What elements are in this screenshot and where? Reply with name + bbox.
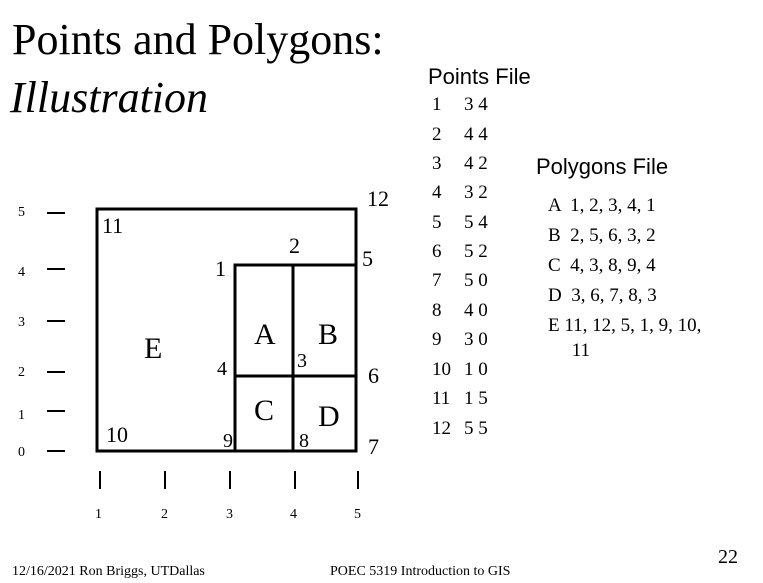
y-tick-label: 5 <box>18 205 25 220</box>
point-label: 2 <box>289 233 300 258</box>
point-coords: 5 2 <box>464 241 488 262</box>
points-row <box>432 94 488 116</box>
polygon-row: 11 <box>548 340 591 361</box>
point-id: 6 <box>432 241 442 262</box>
point-id: 9 <box>432 329 442 350</box>
point-coords: 4 0 <box>464 300 488 321</box>
x-tick-label: 5 <box>354 507 361 522</box>
polygon-label: C <box>254 394 275 427</box>
y-tick-label: 3 <box>18 315 25 330</box>
point-coords: 1 0 <box>464 359 488 380</box>
footer-date: 12/16/2021 Ron Briggs, UTDallas <box>12 564 205 579</box>
polygon-row: B 2, 5, 6, 3, 2 <box>548 225 656 246</box>
points-row <box>432 388 488 410</box>
point-id: 5 <box>432 212 442 233</box>
polygon-label: A <box>254 318 276 351</box>
point-coords: 4 2 <box>464 153 488 174</box>
point-id: 3 <box>432 153 442 174</box>
points-row <box>432 418 488 440</box>
point-id: 10 <box>432 359 451 380</box>
points-file-title: Points File <box>428 64 531 89</box>
point-id: 8 <box>432 300 442 321</box>
point-coords: 1 5 <box>464 388 488 409</box>
point-label: 7 <box>368 434 379 459</box>
points-row <box>432 212 488 234</box>
x-tick-label: 3 <box>226 507 233 522</box>
point-label: 8 <box>299 430 309 452</box>
point-label: 3 <box>297 350 307 372</box>
y-tick-label: 4 <box>18 265 25 280</box>
point-label: 9 <box>223 430 233 452</box>
point-label: 10 <box>106 422 128 447</box>
point-coords: 3 2 <box>464 182 488 203</box>
polygon-row: E 11, 12, 5, 1, 9, 10, <box>548 315 702 336</box>
polygon-label: D <box>318 400 340 433</box>
point-id: 11 <box>432 388 451 409</box>
point-coords: 5 4 <box>464 212 488 233</box>
points-row <box>432 241 488 263</box>
point-label: 4 <box>217 358 227 380</box>
points-row <box>432 270 488 292</box>
polygon-row: A 1, 2, 3, 4, 1 <box>548 195 656 216</box>
polygon-label: E <box>144 332 163 365</box>
point-id: 4 <box>432 182 442 203</box>
point-label: 12 <box>367 186 389 211</box>
point-coords: 4 4 <box>464 124 488 145</box>
point-label: 11 <box>102 213 124 238</box>
point-coords: 5 5 <box>464 418 488 439</box>
point-coords: 3 0 <box>464 329 488 350</box>
footer-course: POEC 5319 Introduction to GIS <box>330 564 511 579</box>
title-line-2: Illustration <box>10 73 209 122</box>
point-label: 1 <box>215 256 226 281</box>
x-tick-label: 2 <box>161 507 168 522</box>
y-tick-label: 1 <box>18 408 25 423</box>
point-label: 6 <box>368 363 379 388</box>
points-row <box>432 182 488 204</box>
polygon-label: B <box>318 318 339 351</box>
y-tick-label: 2 <box>18 365 25 380</box>
polygons-file-title: Polygons File <box>536 154 669 179</box>
point-id: 12 <box>432 418 451 439</box>
point-id: 2 <box>432 124 442 145</box>
title-line-1: Points and Polygons: <box>12 15 384 64</box>
x-tick-label: 1 <box>95 507 102 522</box>
point-coords: 5 0 <box>464 270 488 291</box>
points-row <box>432 300 488 322</box>
polygon-row: D 3, 6, 7, 8, 3 <box>548 285 657 306</box>
point-id: 1 <box>432 94 442 115</box>
x-tick-label: 4 <box>290 507 297 522</box>
points-row <box>432 124 488 146</box>
point-id: 7 <box>432 270 442 291</box>
points-row <box>432 329 488 351</box>
points-row <box>432 359 488 381</box>
y-tick-label: 0 <box>18 445 25 460</box>
point-coords: 3 4 <box>464 94 488 115</box>
polygon-row: C 4, 3, 8, 9, 4 <box>548 255 656 276</box>
page-number: 22 <box>718 546 738 568</box>
point-label: 5 <box>362 246 373 271</box>
points-row <box>432 153 488 175</box>
